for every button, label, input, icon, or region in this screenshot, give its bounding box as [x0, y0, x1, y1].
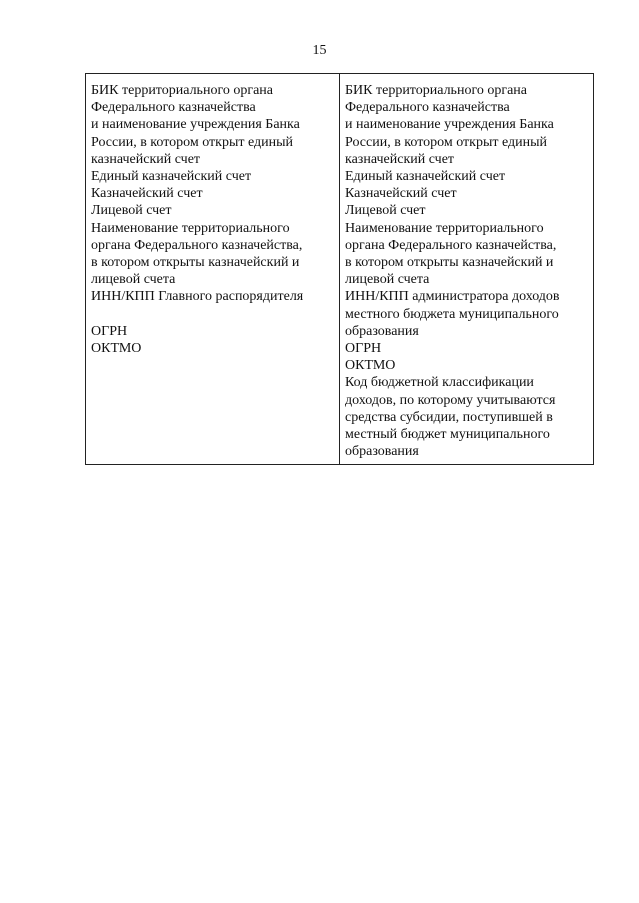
text-line: местный бюджет муниципального: [345, 427, 550, 443]
left-column-cell: [86, 74, 340, 465]
text-line: БИК территориального органа: [91, 83, 273, 98]
right-column-cell: [340, 74, 594, 465]
text-line: лицевой счета: [345, 272, 430, 288]
text-line: и наименование учреждения Банка: [91, 117, 300, 133]
text-line: в котором открыты казначейский и: [91, 255, 300, 271]
text-line: казначейский счет: [345, 151, 455, 167]
text-line: России, в котором открыт единый: [91, 134, 294, 150]
text-line: Казначейский счет: [345, 186, 457, 202]
text-line: Наименование территориального: [91, 220, 290, 236]
text-line: лицевой счета: [91, 272, 176, 288]
text-line: ИНН/КПП Главного распорядителя: [91, 289, 304, 305]
text-line: местного бюджета муниципального: [345, 306, 559, 322]
text-line: Лицевой счет: [345, 203, 426, 219]
text-line: Код бюджетной классификации: [345, 375, 534, 391]
text-line: образования: [345, 323, 419, 339]
text-line: Лицевой счет: [91, 203, 172, 219]
text-line: казначейский счет: [91, 151, 201, 167]
text-line: Единый казначейский счет: [91, 169, 252, 185]
text-line: органа Федерального казначейства,: [91, 237, 303, 253]
table-row: [86, 74, 594, 465]
text-line: Федерального казначейства: [91, 100, 256, 116]
text-line: и наименование учреждения Банка: [345, 117, 554, 133]
text-line: ОГРН: [345, 341, 382, 357]
text-line: ОГРН: [91, 323, 128, 339]
text-line: средства субсидии, поступившей в: [345, 409, 553, 425]
page-number: 15: [312, 43, 327, 58]
text-line: доходов, по которому учитываются: [345, 392, 556, 408]
text-line: БИК территориального органа: [345, 83, 527, 98]
text-line: Федерального казначейства: [345, 100, 510, 116]
text-line: ИНН/КПП администратора доходов: [345, 289, 560, 305]
text-line: ОКТМО: [91, 341, 142, 357]
text-line: в котором открыты казначейский и: [345, 255, 554, 271]
text-line: образования: [345, 444, 419, 460]
text-line: Казначейский счет: [91, 186, 203, 202]
text-line: России, в котором открыт единый: [345, 134, 548, 150]
text-line: Единый казначейский счет: [345, 169, 506, 185]
text-line: органа Федерального казначейства,: [345, 237, 557, 253]
details-table: [85, 73, 594, 465]
blank-line: [91, 306, 335, 323]
text-line: Наименование территориального: [345, 220, 544, 236]
text-line: ОКТМО: [345, 358, 396, 374]
